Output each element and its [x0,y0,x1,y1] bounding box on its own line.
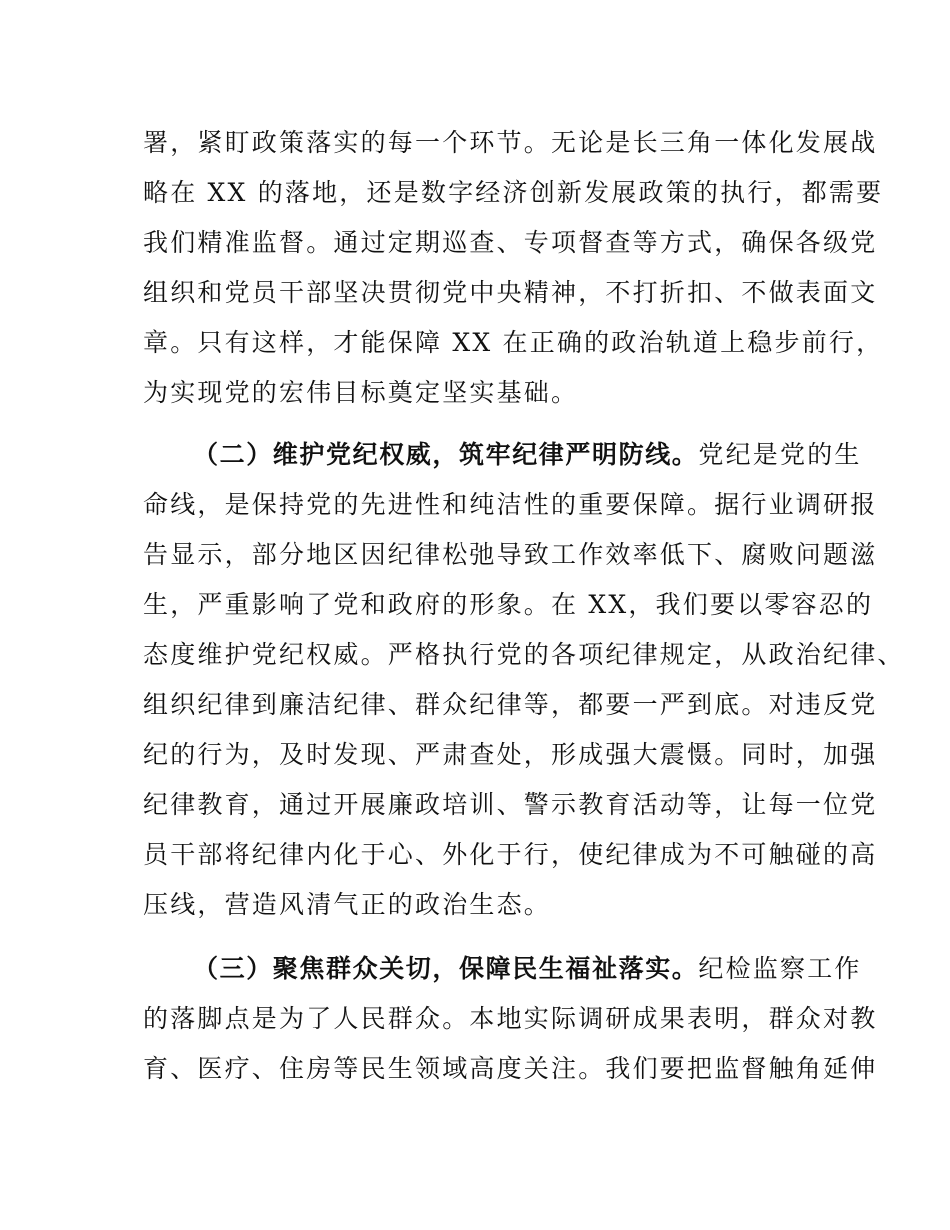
paragraph-2-line-2: 命线，是保持党的先进性和纯洁性的重要保障。据行业调研报 [143,490,878,519]
paragraph-2-heading: （二）维护党纪权威，筑牢纪律严明防线。 [193,440,699,469]
paragraph-1-line-2: 略在 XX 的落地，还是数字经济创新发展政策的执行，都需要 [143,178,884,207]
paragraph-3-heading: （三）聚焦群众关切，保障民生福祉落实。 [193,954,699,983]
paragraph-1-line-6: 为实现党的宏伟目标奠定坚实基础。 [143,378,579,407]
paragraph-2-line-6: 组织纪律到廉洁纪律、群众纪律等，都要一严到底。对违反党 [143,690,878,719]
paragraph-2-line-7: 纪的行为，及时发现、严肃查处，形成强大震慑。同时，加强 [143,740,878,769]
paragraph-3-line-3: 育、医疗、住房等民生领域高度关注。我们要把监督触角延伸 [143,1054,878,1083]
paragraph-2-first-line-rest: 党纪是党的生 [698,440,862,469]
paragraph-2-line-10: 压线，营造风清气正的政治生态。 [143,890,552,919]
paragraph-2-line-9: 员干部将纪律内化于心、外化于行，使纪律成为不可触碰的高 [143,840,878,869]
paragraph-2-line-4: 生，严重影响了党和政府的形象。在 XX，我们要以零容忍的 [143,590,874,619]
paragraph-2-line-3: 告显示，部分地区因纪律松弛导致工作效率低下、腐败问题滋 [143,540,878,569]
paragraph-3-line-2: 的落脚点是为了人民群众。本地实际调研成果表明，群众对教 [143,1004,878,1033]
paragraph-3-first-line [193,954,862,984]
paragraph-1-line-5: 章。只有这样，才能保障 XX 在正确的政治轨道上稳步前行， [143,328,884,357]
paragraph-2-line-5: 态度维护党纪权威。严格执行党的各项纪律规定，从政治纪律、 [143,640,905,669]
paragraph-2-line-8: 纪律教育，通过开展廉政培训、警示教育活动等，让每一位党 [143,790,878,819]
paragraph-2-first-line [193,440,862,470]
paragraph-1-line-1: 署，紧盯政策落实的每一个环节。无论是长三角一体化发展战 [143,128,878,157]
paragraph-1-line-4: 组织和党员干部坚决贯彻党中央精神，不打折扣、不做表面文 [143,278,878,307]
paragraph-1-line-3: 我们精准监督。通过定期巡查、专项督查等方式，确保各级党 [143,228,878,257]
paragraph-3-first-line-rest: 纪检监察工作 [698,954,862,983]
